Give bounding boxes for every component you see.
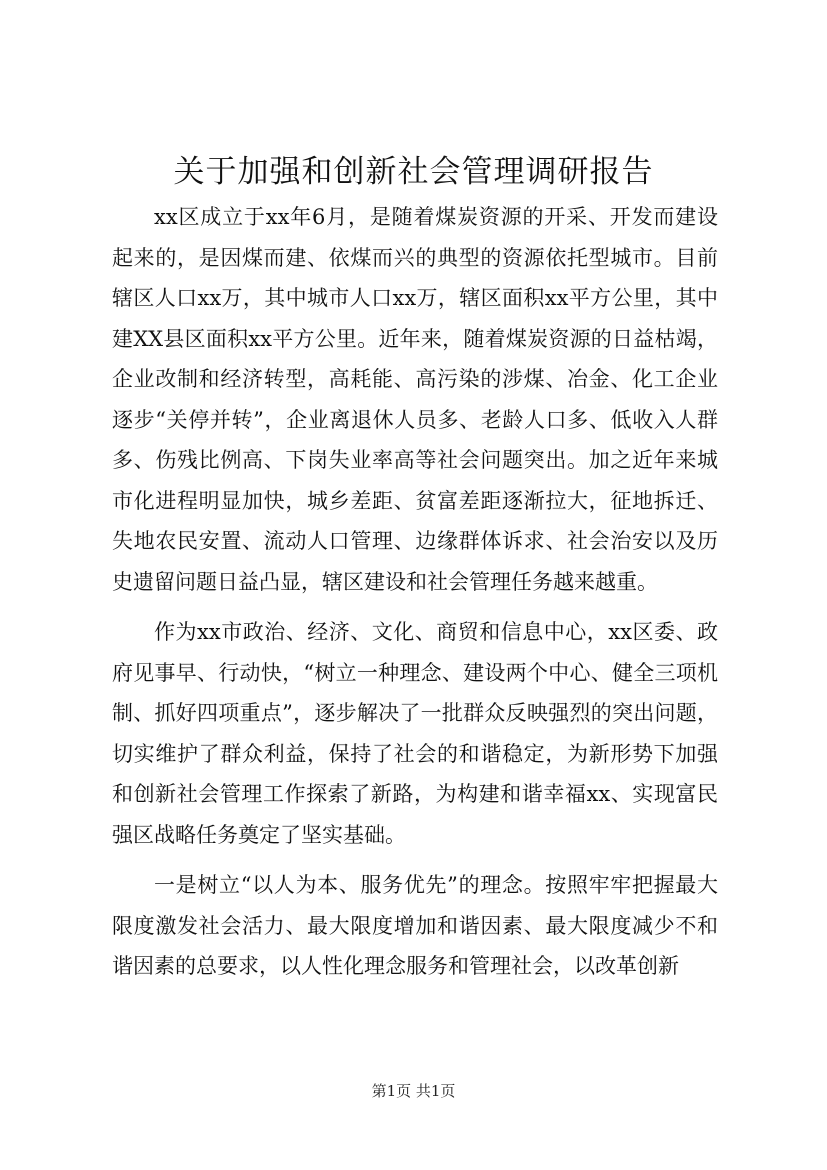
document-title: 关于加强和创新社会管理调研报告 — [173, 154, 654, 190]
paragraph-overview: 作为xx市政治、经济、文化、商贸和信息中心，xx区委、政府见事早、行动快，“树立一种理念、建设两个中心、健全三项机制、抓好四项重点”，逐步解决了一批群众反映强烈的突出问题，切实维护了群众利益，保持了社会的和谐稳定，为新形势下加强和创新社会管理工作探索了新路，为构建和谐幸福xx、实现富民强区战略任务奠定了坚实基础。 — [112, 620, 718, 847]
page-footer: 第1页 共1页 — [371, 1082, 456, 1100]
paragraph-point-one: 一是树立“以人为本、服务优先”的理念。按照牢牢把握最大限度激发社会活力、最大限度增加和谐因素、最大限度减少不和谐因素的总要求，以人性化理念服务和管理社会，以改革创新 — [112, 873, 718, 978]
document-body — [112, 197, 718, 987]
paragraph-background: xx区成立于xx年6月，是随着煤炭资源的开采、开发而建设起来的，是因煤而建、依煤而兴的典型的资源依托型城市。目前辖区人口xx万，其中城市人口xx万，辖区面积xx平方公里，其中建XX县区面积xx平方公里。近年来，随着煤炭资源的日益枯竭，企业改制和经济转型，高耗能、高污染的涉煤、冶金、化工企业逐步“关停并转”，企业离退休人员多、老龄人口多、低收入人群多、伤残比例高、下岗失业率高等社会问题突出。加之近年来城市化进程明显加快，城乡差距、贫富差距逐渐拉大，征地拆迁、失地农民安置、流动人口管理、边缘群体诉求、社会治安以及历史遗留问题日益凸显，辖区建设和社会管理任务越来越重。 — [112, 205, 718, 594]
